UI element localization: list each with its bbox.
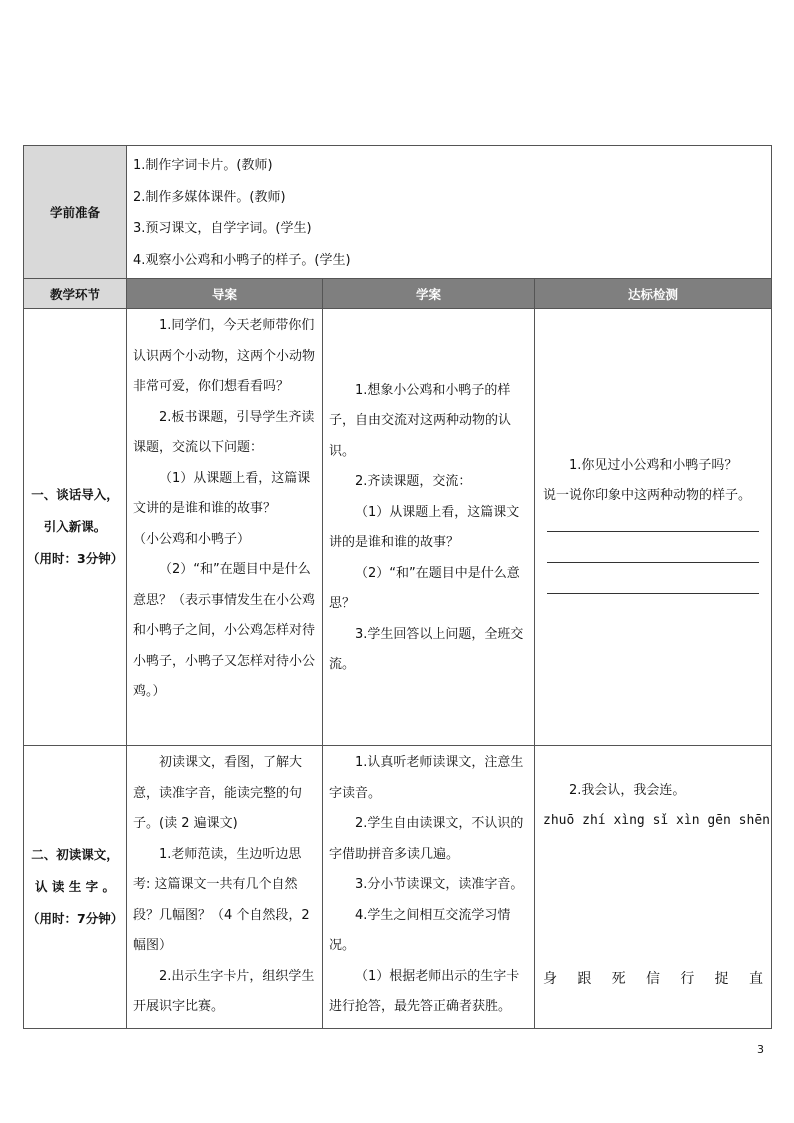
study-paragraph: （1）从课题上看，这篇课文讲的是谁和谁的故事？ [329, 504, 520, 550]
section2-row [24, 746, 772, 1029]
character: 行 [680, 971, 695, 987]
character: 跟 [577, 971, 592, 987]
character: 死 [611, 971, 626, 987]
stage-line: 一、谈话导入， [31, 487, 119, 502]
prep-items [127, 146, 772, 279]
section2-guide [127, 746, 323, 1029]
section2-check [535, 746, 772, 1029]
study-paragraph: 3.分小节读课文，读准字音。 [355, 877, 524, 892]
page-number: 3 [757, 1043, 764, 1056]
chinese-characters-row [543, 968, 763, 988]
check-question: 说一说你印象中这两种动物的样子。 [543, 487, 752, 503]
section2-stage [24, 746, 127, 1029]
section1-guide [127, 309, 323, 746]
prep-item: 3.预习课文，自学字词。(学生) [133, 221, 312, 236]
guide-paragraph: （小公鸡和小鸭子） [133, 531, 251, 547]
character: 捉 [714, 971, 729, 987]
section1-row [24, 309, 772, 746]
guide-paragraph: 2.出示生字卡片，组织学生开展识字比赛。 [133, 968, 315, 1014]
study-paragraph: （1）根据老师出示的生字卡进行抢答，最先答正确者获胜。 [329, 968, 520, 1014]
prep-item: 2.制作多媒体课件。(教师) [133, 189, 286, 205]
guide-paragraph: 初读课文，看图，了解大意，读准字音，能读完整的句子。(读 2 遍课文) [133, 755, 303, 831]
guide-paragraph: （2）“和”在题目中是什么意思？（表示事情发生在小公鸡和小鸭子之间，小公鸡怎样对待小鸭子，小鸭子又怎样对待小公鸡。） [133, 562, 316, 699]
stage-time: （用时：7分钟） [27, 911, 124, 926]
guide-paragraph: 1.同学们，今天老师带你们认识两个小动物，这两个小动物非常可爱，你们想看看吗？ [133, 318, 316, 394]
stage-time: （用时：3分钟） [27, 551, 124, 566]
header-guide: 导案 [127, 279, 323, 309]
prep-item: 4.观察小公鸡和小鸭子的样子。(学生) [133, 252, 351, 268]
character: 身 [543, 971, 557, 987]
character: 信 [645, 971, 660, 987]
prep-label: 学前准备 [24, 146, 127, 279]
section1-check [535, 309, 772, 746]
lesson-plan-table [23, 145, 772, 1029]
study-paragraph: 4.学生之间相互交流学习情况。 [329, 907, 511, 953]
header-row [24, 279, 772, 309]
header-check: 达标检测 [535, 279, 772, 309]
section2-study [323, 746, 535, 1029]
check-question: 2.我会认，我会连。 [569, 783, 686, 798]
pinyin-row: zhuō zhí xìng sǐ xìn gēn shēn [543, 813, 770, 828]
guide-paragraph: 1.老师范读，生边听边思考: 这篇课文一共有几个自然段？几幅图？（4 个自然段，2 幅图） [133, 846, 310, 953]
study-paragraph: 1.想象小公鸡和小鸭子的样子，自由交流对这两种动物的认识。 [329, 382, 512, 459]
prep-row [24, 146, 772, 279]
section1-stage [24, 309, 127, 746]
study-paragraph: 1.认真听老师读课文，注意生字读音。 [329, 755, 524, 801]
study-paragraph: 2.学生自由读课文，不认识的字借助拼音多读几遍。 [329, 816, 524, 862]
study-paragraph: 3.学生回答以上问题，全班交流。 [329, 626, 524, 672]
check-question: 1.你见过小公鸡和小鸭子吗？ [569, 457, 738, 473]
character: 直 [748, 971, 763, 987]
section1-study [323, 309, 535, 746]
prep-item: 1.制作字词卡片。(教师) [133, 158, 273, 173]
stage-line: 引入新课。 [43, 519, 107, 534]
stage-line: 认 读 生 字 。 [35, 879, 115, 894]
study-paragraph: （2）“和”在题目中是什么意思？ [329, 565, 520, 611]
study-paragraph: 2.齐读课题，交流： [355, 474, 472, 489]
stage-line: 二、初读课文， [31, 847, 119, 862]
guide-paragraph: 2.板书课题，引导学生齐读课题，交流以下问题： [133, 409, 315, 455]
header-study: 学案 [323, 279, 535, 309]
header-stage: 教学环节 [24, 279, 127, 309]
guide-paragraph: （1）从课题上看，这篇课文讲的是谁和谁的故事？ [133, 470, 311, 516]
